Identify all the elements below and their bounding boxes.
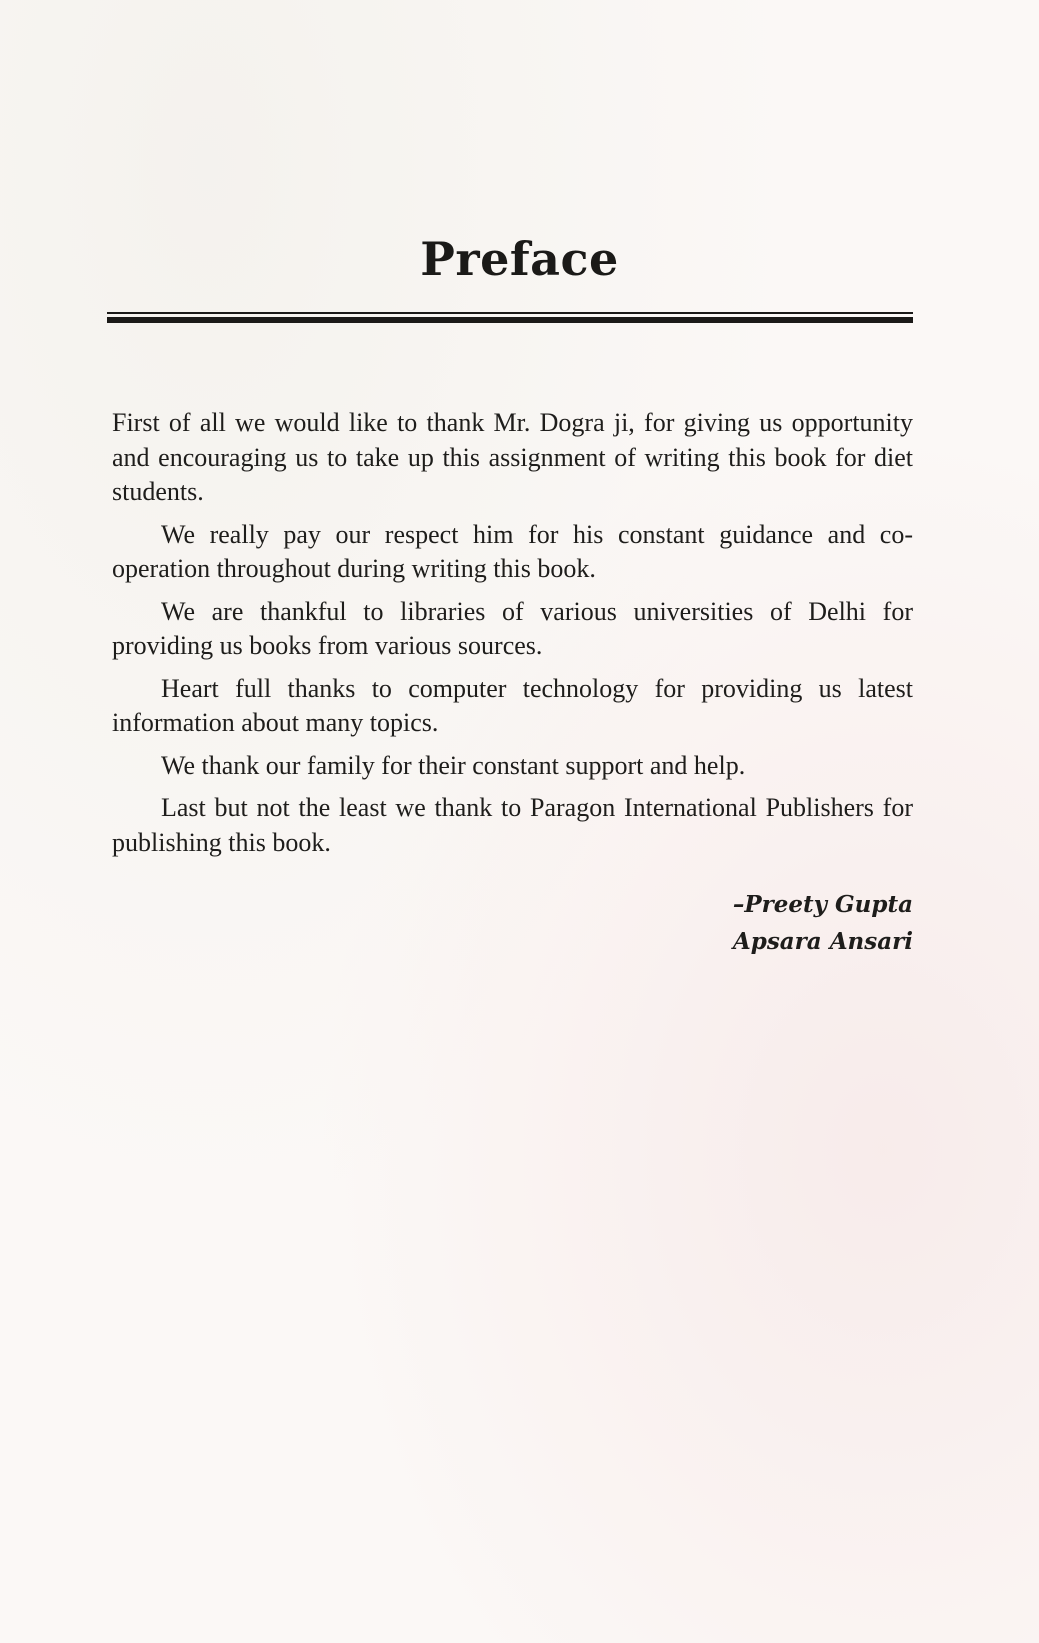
paragraph: We really pay our respect him for his constant guidance and co-operation throughout during writing this book. <box>112 519 913 583</box>
title-double-rule <box>107 312 913 323</box>
author-name: Apsara Ansari <box>732 928 913 955</box>
paragraph: We are thankful to libraries of various universities of Delhi for providing us books from various sources. <box>112 596 913 660</box>
preface-body <box>112 406 913 868</box>
paragraph: Heart full thanks to computer technology for providing us latest information about many topics. <box>112 673 913 737</box>
signature-block <box>733 886 913 960</box>
paragraph: We thank our family for their constant support and help. <box>161 750 746 780</box>
paragraph: Last but not the least we thank to Paragon International Publishers for publishing this book. <box>112 793 913 857</box>
rule-thick-line <box>107 317 913 323</box>
page-title: Preface <box>420 232 619 286</box>
author-name: –Preety Gupta <box>732 891 913 918</box>
paragraph: First of all we would like to thank Mr. Dogra ji, for giving us opportunity and encouraging us to take up this assignment of writing this book for diet students. <box>112 408 913 506</box>
